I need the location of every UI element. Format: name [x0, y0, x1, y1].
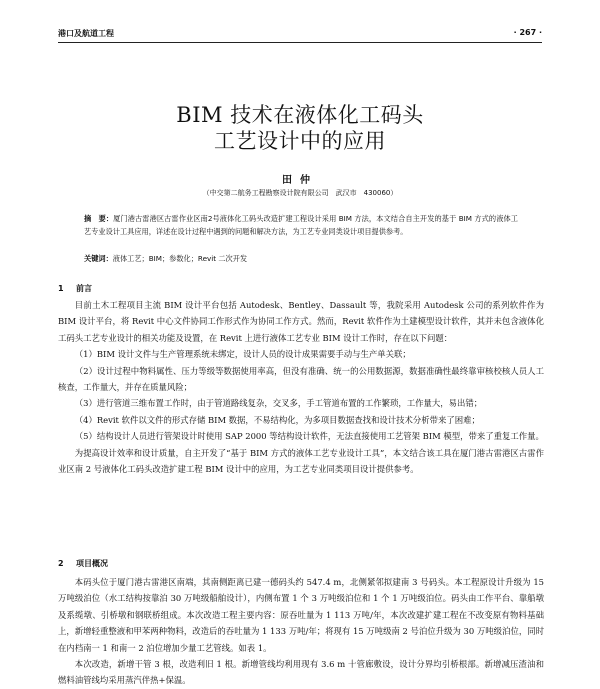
article-title-line-1: BIM 技术在液体化工码头 — [176, 103, 424, 127]
section-body-1 — [58, 297, 544, 477]
list-item: （1）BIM 设计文件与生产管理系统未绑定，设计人员的设计成果需要手动与生产单关联； — [74, 349, 411, 360]
keywords-text: 液体工艺；BIM；参数化；Revit 二次开发 — [112, 254, 248, 263]
section-heading-2 — [58, 558, 108, 570]
keywords-label: 关键词： — [84, 254, 113, 263]
paragraph: 本码头位于厦门港古雷港区南端，其南侧距离已建一德码头约 547.4 m，北侧紧邻拟建南 3 号码头。本工程原设计升级为 15 万吨级泊位（水工结构按靠泊 30 万吨级船舶设计），内侧布置 1 个 3 万吨级泊位和 1 个 1 万吨级泊位。码头由工作平台、靠船墩及系缆墩、引桥墩和钢联桥组成。本次改造工程主要内容：原吞吐量为 1 113 万吨/年，本次改建扩建工程在不改变原有物料基础上，新增轻重整液和甲苯两种物料，改造后的吞吐量为 1 133 万吨/年；将现有 15 万吨级南 2 号泊位升级为 30 万吨级泊位，同时在内档南一 1 和南一 2 泊位增加少量工艺管线。如表 1。 — [58, 577, 544, 653]
list-item: （2）设计过程中物料属性、压力等级等数据使用率高，但没有准确、统一的公用数据源，数据准确性最终靠审核校核人员人工核查，工作量大，并存在质量风险； — [58, 365, 544, 393]
section-title-1: 前言 — [76, 284, 92, 293]
section-title-2: 项目概况 — [76, 559, 108, 568]
running-header — [58, 26, 542, 43]
section-number-2: 2 — [58, 559, 64, 568]
paragraph: 本次改造，新增干管 3 根，改造利旧 1 根。新增管线均利用现有 3.6 m 十管廊敷设，设计分界均引桥根部。新增减压渣油和燃料油管线均采用蒸汽伴热+保温。 — [58, 659, 544, 686]
article-title-line-2: 工艺设计中的应用 — [214, 129, 386, 153]
paragraph: 目前土木工程项目主流 BIM 设计平台包括 Autodesk、Bentley、Dassault 等，我院采用 Autodesk 公司的系列软件作为 BIM 设计平台，将 Revit 中心文件协同工作形式作为协同工作方式。然而，Revit 软件作为土建模型设计软件，其并未包含液体化工码头工艺专业设计的相关功能及设置，在 Revit 上进行液体工艺专业 BIM 设计工作时，存在以下问题： — [58, 300, 544, 343]
list-item: （3）进行管道三维布置工作时，由于管道路线复杂，交叉多，手工管道布置的工作繁琐，工作量大，易出错； — [74, 398, 483, 409]
section-body-2 — [58, 574, 544, 689]
author-name: 田仲 — [282, 175, 318, 186]
section-heading-1 — [58, 283, 92, 295]
abstract-text: 厦门港古雷港区古雷作业区南2号液体化工码头改造扩建工程设计采用 BIM 方法，本文结合自主开发的基于 BIM 方式的液体工艺专业设计工具应用，详述在设计过程中遇到的问题和解决方法，为工艺专业同类设计项目提供参考。 — [84, 214, 518, 236]
list-item: （4）Revit 软件以文件的形式存储 BIM 数据，不易结构化，为多项目数据查找和设计技术分析带来了困难； — [74, 414, 480, 425]
journal-name: 港口及航道工程 — [58, 29, 114, 38]
paragraph: 为提高设计效率和设计质量，自主开发了“基于 BIM 方式的液体工艺专业设计工具”，本文结合该工具在厦门港古雷港区古雷作业区南 2 号液体化工码头改造扩建工程 BIM 设计中的应用，为工艺专业同类项目设计提供参考。 — [58, 447, 544, 475]
abstract — [84, 212, 518, 238]
author-affiliation: （中交第二航务工程勘察设计院有限公司 武汉市 430060） — [202, 189, 398, 197]
page-number: · 267 · — [513, 28, 542, 37]
list-item: （5）结构设计人员进行管架设计时使用 SAP 2000 等结构设计软件，无法直接使用工艺管架 BIM 模型，带来了重复工作量。 — [74, 431, 544, 442]
abstract-label: 摘 要： — [84, 214, 114, 223]
keywords — [84, 253, 518, 265]
section-number-1: 1 — [58, 284, 64, 293]
